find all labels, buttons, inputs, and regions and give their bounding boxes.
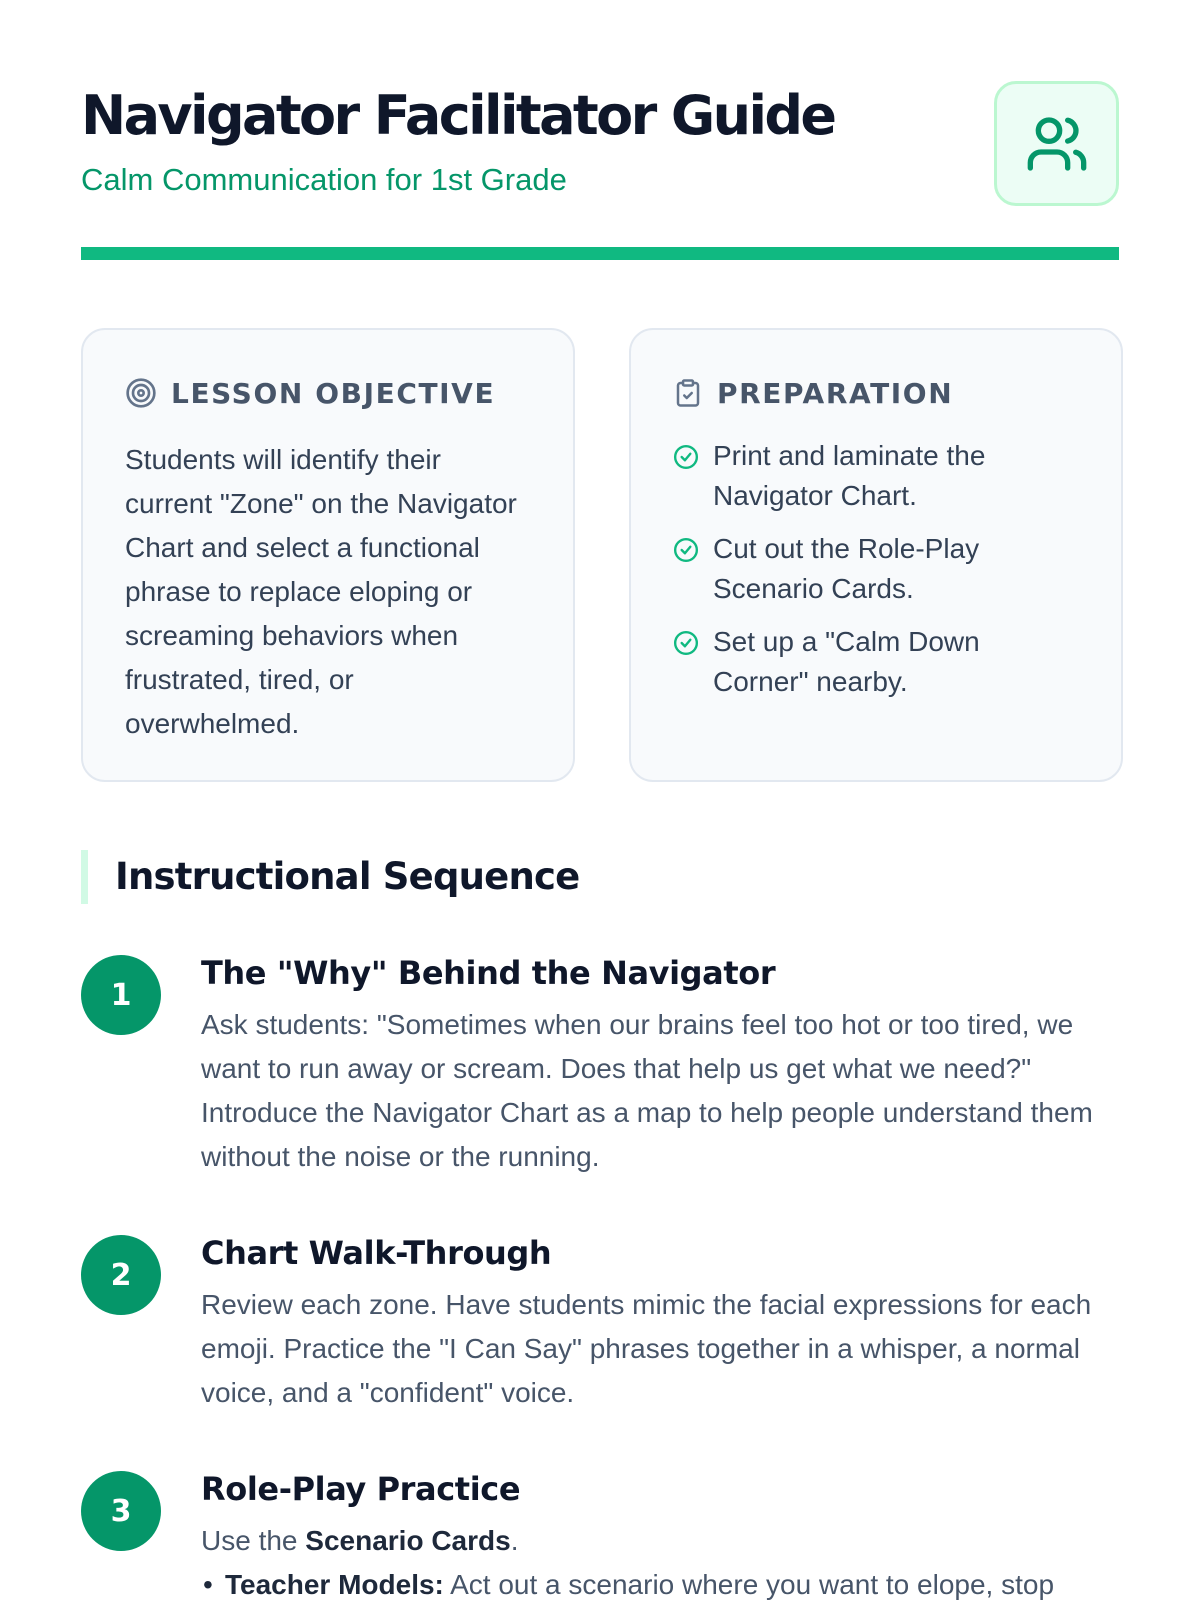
lesson-objective-title: LESSON OBJECTIVE: [171, 376, 496, 410]
step-body-strong: Scenario Cards: [305, 1525, 511, 1556]
list-item: [673, 529, 1081, 609]
lesson-objective-header: [125, 372, 533, 414]
preparation-title: PREPARATION: [717, 376, 954, 410]
lesson-objective-card: [81, 328, 575, 782]
page-subtitle: Calm Communication for 1st Grade: [81, 162, 567, 197]
step-body: Review each zone. Have students mimic the facial expressions for each emoji. Practice the "I Can Say" phrases together in a whisper, a normal voice, and a "confident" voice.: [201, 1289, 1092, 1408]
preparation-item-text: Set up a "Calm Down Corner" nearby.: [713, 626, 980, 697]
step-title: Role-Play Practice: [201, 1470, 521, 1508]
preparation-card: [629, 328, 1123, 782]
users-icon: [1025, 112, 1089, 176]
step-body-prefix: Use the: [201, 1525, 306, 1556]
step-2: [81, 1235, 1123, 1415]
step-number-badge: 3: [81, 1471, 161, 1551]
step-number-badge: 2: [81, 1235, 161, 1315]
step-bullet-list: [201, 1563, 1123, 1600]
step-title: The "Why" Behind the Navigator: [201, 954, 776, 992]
overview-cards: [81, 328, 1123, 782]
check-circle-icon: [673, 537, 699, 563]
step-3: [81, 1471, 1123, 1600]
step-content: [201, 1469, 1123, 1600]
step-body: [201, 1519, 1123, 1563]
list-item: [673, 436, 1081, 516]
page-title: Navigator Facilitator Guide: [81, 84, 835, 147]
list-item: [201, 1563, 1123, 1600]
step-body-suffix: .: [510, 1525, 519, 1556]
step-body: Ask students: "Sometimes when our brains feel too hot or too tired, we want to run away or scream. Does that help us get what we need?" Introduce the Navigator Chart as a map to help people understand them without the noise or the running.: [201, 1009, 1093, 1172]
step-number-badge: 1: [81, 955, 161, 1035]
section-title: Instructional Sequence: [115, 855, 580, 898]
lesson-objective-text: Students will identify their current "Zone" on the Navigator Chart and select a functional phrase to replace eloping or screaming behaviors when frustrated, tired, or overwhelmed.: [125, 444, 517, 739]
header-divider: [81, 247, 1119, 260]
bullet-strong: Teacher Models:: [225, 1569, 444, 1600]
target-icon: [125, 377, 157, 409]
preparation-item-text: Cut out the Role-Play Scenario Cards.: [713, 533, 980, 604]
step-content: [201, 1233, 1123, 1415]
bullet-text: Act out a scenario where you want to elope, stop: [443, 1569, 1055, 1600]
check-circle-icon: [673, 630, 699, 656]
check-circle-icon: [673, 444, 699, 470]
preparation-list: [673, 436, 1081, 702]
preparation-header: [673, 372, 1081, 414]
instructional-sequence-heading: [81, 850, 1123, 904]
step-title: Chart Walk-Through: [201, 1234, 552, 1272]
step-1: [81, 955, 1123, 1175]
clipboard-check-icon: [673, 377, 703, 409]
preparation-item-text: Print and laminate the Navigator Chart.: [713, 440, 986, 511]
step-content: [201, 953, 1123, 1179]
guide-header: [81, 0, 1119, 262]
list-item: [673, 622, 1081, 702]
header-icon-badge: [994, 81, 1119, 206]
